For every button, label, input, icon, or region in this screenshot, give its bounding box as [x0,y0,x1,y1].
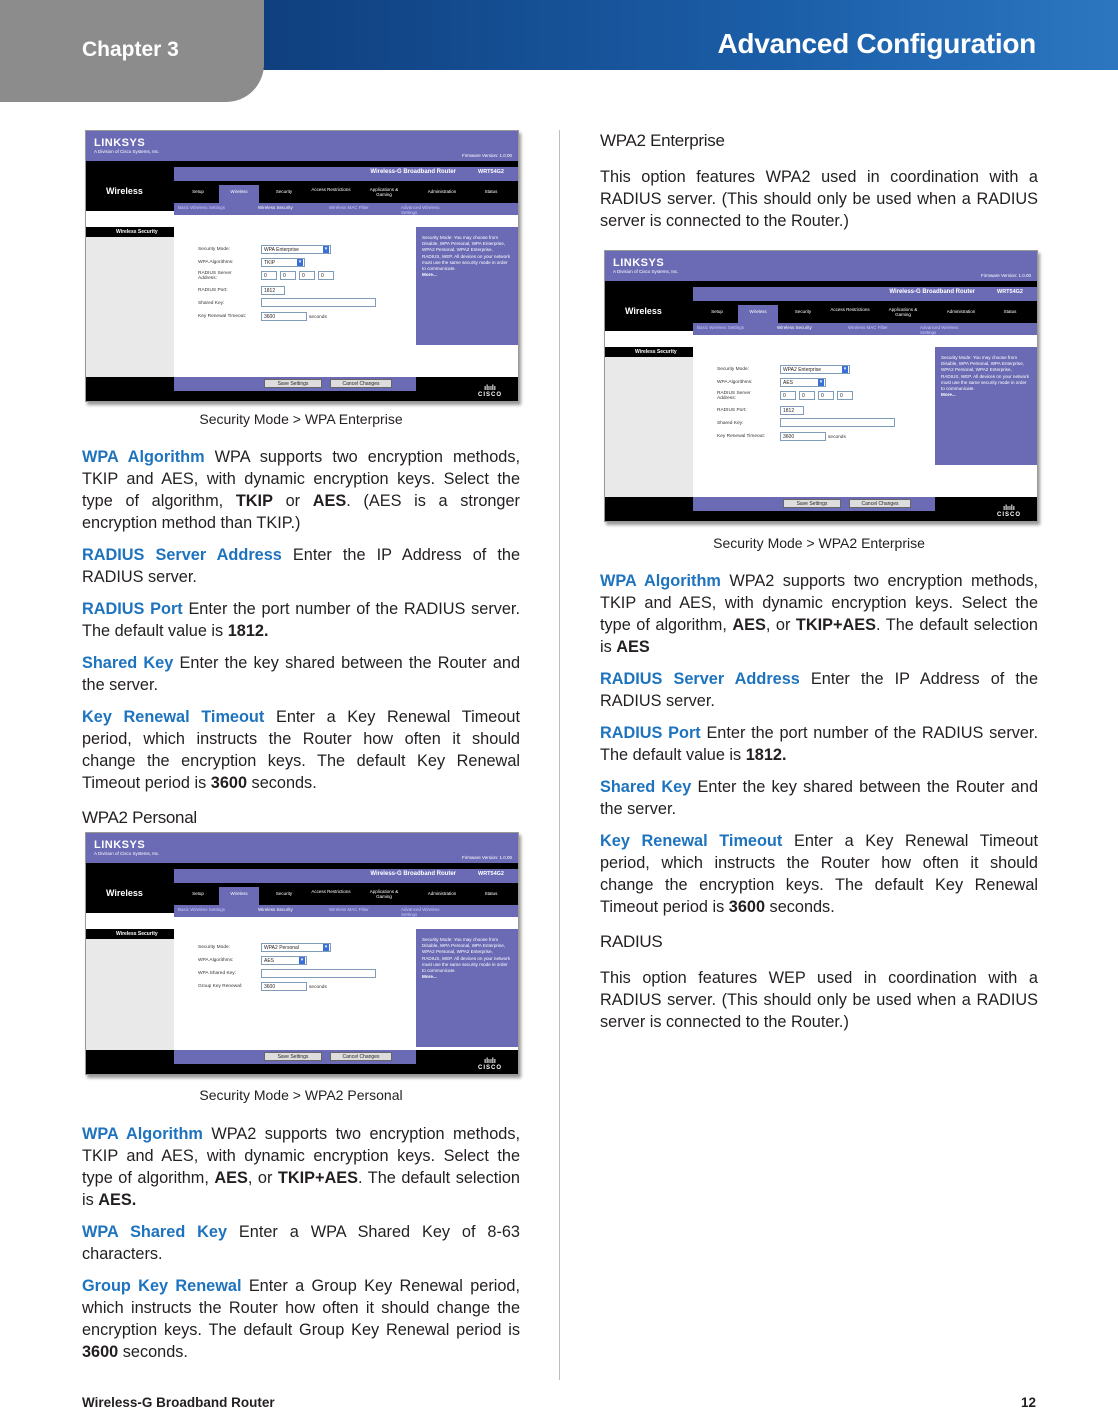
tab-access-restrictions[interactable]: Access Restrictions [311,187,351,192]
tab-administration[interactable]: Administration [946,309,976,314]
para-wpa2e-radius-port: RADIUS Port Enter the port number of the RADIUS server. The default value is 1812. [600,724,1038,764]
radius-ip-octet-1[interactable]: 0 [261,271,277,280]
para-wpa2e-algorithm: WPA Algorithm WPA2 supports two encryption methods, TKIP and AES, with dynamic encryption keys. Select the type of algorithm, AES, or TKIP+AES. The default selection is AES [600,572,1038,656]
tab-setup[interactable]: Setup [711,309,723,314]
key-renewal-input[interactable]: 3600 [261,312,307,321]
help-text: Security Mode: You may choose from Disable, WPA Personal, WPA Enterprise, WPA2 Personal, WPA2 Enterprise, RADIUS, WEP. All devices on your network must use the same security mode in order to communicate. [422,235,510,272]
page-number: 12 [1020,1395,1036,1410]
tab-security[interactable]: Security [275,891,293,896]
para-wpa2-algorithm: WPA Algorithm WPA2 supports two encryption methods, TKIP and AES, with dynamic encryption keys. Select the type of algorithm, AES, or TKIP+AES. The default selection is AES. [82,1125,520,1209]
subtab-advanced[interactable]: Advanced Wireless Settings [401,205,440,215]
para-radius-port: RADIUS Port Enter the port number of the RADIUS server. The default value is 1812. [82,600,520,640]
cancel-changes-button[interactable]: Cancel Changes [849,499,911,508]
para-radius-intro: This option features WEP used in coordination with a RADIUS server. (This should only be used when a RADIUS server is connected to the Router.) [600,969,1038,1031]
wireless-security-header: Wireless Security [86,227,174,237]
tab-applications-gaming[interactable]: Applications & Gaming [888,307,918,317]
product-bar [174,167,518,181]
heading-radius: RADIUS [600,932,663,951]
caption-wpa2-enterprise: Security Mode > WPA2 Enterprise [713,535,925,551]
screenshot-wpa2-personal: LINKSYS A Division of Cisco Systems, Inc. Firmware Version: 1.0.00 Wireless-G Broadband Router WRT54G2 Wireless Setup Wireless Security Access Restrictions Applications & Gaming Administration Status Basic Wireless Settings Wireless Security Wireless MAC Filter Advanced Wireless Settings Wireless Security Security Mode: You may choose from Disable, WPA Personal, WPA Enterprise, WPA2 Personal, WPA2 Enterprise, RADIUS, WEP. All devices on your network must use the same security mode in order to communicate. More... Security Mode: WPA Algorithms: WPA Shared Key: Group Key Renewal: WPA2 Personal ▾ AES ▾ 3600 seconds Save Settings Cancel Changes ılıılı CISCO [85,832,519,1075]
para-key-renewal: Key Renewal Timeout Enter a Key Renewal Timeout period, which instructs the Router how often it should change the encryption keys. The default Key Renewal Timeout period is 3600 seconds. [82,708,520,792]
subtab-security[interactable]: Wireless Security [258,205,293,210]
para-wpa-shared-key: WPA Shared Key Enter a WPA Shared Key of 8-63 characters. [82,1223,520,1263]
left-column-upper [82,446,520,794]
wpa-algorithm-select[interactable]: TKIP ▾ [261,258,305,267]
wpa-shared-key-input[interactable] [261,969,376,978]
wpa-algorithm-select[interactable]: AES ▾ [261,956,307,965]
model-number: WRT54G2 [478,169,504,175]
linksys-logo: LINKSYS [94,839,146,851]
label-radius-address: RADIUS Server Address: [717,391,751,401]
tab-setup[interactable]: Setup [192,891,204,896]
label-security-mode: Security Mode: [198,247,230,252]
cisco-logo: ılıılı CISCO [477,1058,502,1071]
cisco-logo: ılıılı CISCO [996,505,1021,518]
shared-key-input[interactable] [780,418,895,427]
shared-key-input[interactable] [261,298,376,307]
screenshot-wpa2-enterprise: LINKSYS A Division of Cisco Systems, Inc. Firmware Version: 1.0.00 Wireless-G Broadband Router WRT54G2 Wireless Setup Wireless Security Access Restrictions Applications & Gaming Administration Status Basic Wireless Settings Wireless Security Wireless MAC Filter Advanced Wireless Settings Wireless Security Security Mode: You may choose from Disable, WPA Personal, WPA Enterprise, WPA2 Personal, WPA2 Enterprise, RADIUS, WEP. All devices on your network must use the same security mode in order to communicate. More... Security Mode: WPA Algorithms: RADIUS Server Address: RADIUS Port: Shared Key: Key Renewal Timeout: WPA2 Enterprise ▾ AES ▾ 0 0 0 0 1812 3600 seconds Save Settings Cancel Changes ılıılı CISCO [604,250,1038,522]
label-wpa-algorithms: WPA Algorithms: [717,380,753,385]
subtab-mac-filter[interactable]: Wireless MAC Filter [329,205,369,210]
cisco-logo: ılıılı CISCO [477,385,502,398]
firmware-version: Firmware Version: 1.0.00 [461,153,512,158]
logo-subtitle: A Division of Cisco Systems, Inc. [94,149,160,154]
tab-setup[interactable]: Setup [192,189,204,194]
security-mode-select[interactable]: WPA2 Enterprise ▾ [780,365,850,374]
group-key-renewal-input[interactable]: 3600 [261,982,307,991]
para-radius-address: RADIUS Server Address Enter the IP Address of the RADIUS server. [82,546,520,586]
radius-port-input[interactable]: 1812 [261,286,285,295]
cancel-changes-button[interactable]: Cancel Changes [330,379,392,388]
tab-administration[interactable]: Administration [427,189,457,194]
tab-wireless[interactable]: Wireless [219,185,259,203]
radius-ip-octet-3[interactable]: 0 [818,391,834,400]
caption-wpa-enterprise: Security Mode > WPA Enterprise [199,411,403,427]
radius-port-input[interactable]: 1812 [780,406,804,415]
label-wpa-shared-key: WPA Shared Key: [198,971,237,976]
tab-applications-gaming[interactable]: Applications & Gaming [369,889,399,899]
tab-administration[interactable]: Administration [427,891,457,896]
left-column-lower [82,1123,520,1363]
radius-ip-octet-2[interactable]: 0 [280,271,296,280]
column-divider [559,130,560,1380]
tab-status[interactable]: Status [484,189,498,194]
cancel-changes-button[interactable]: Cancel Changes [330,1052,392,1061]
chapter-label: Chapter 3 [82,38,179,61]
radius-ip-octet-3[interactable]: 0 [299,271,315,280]
label-security-mode: Security Mode: [717,367,749,372]
help-more-link[interactable]: More... [941,392,956,398]
help-panel: Security Mode: You may choose from Disable, WPA Personal, WPA Enterprise, WPA2 Personal, WPA2 Enterprise, RADIUS, WEP. All devices on your network must use the same security mode in order to communicate. More... [935,347,1037,465]
security-mode-select[interactable]: WPA Enterprise ▾ [261,245,331,254]
tab-access-restrictions[interactable]: Access Restrictions [311,889,351,894]
subtab-basic[interactable]: Basic Wireless Settings [178,205,226,210]
caption-wpa2-personal: Security Mode > WPA2 Personal [199,1087,403,1103]
label-radius-port: RADIUS Port: [717,408,747,413]
para-wpa2e-shared-key: Shared Key Enter the key shared between the Router and the server. [600,778,1038,818]
save-settings-button[interactable]: Save Settings [783,499,841,508]
radius-ip-octet-2[interactable]: 0 [799,391,815,400]
heading-wpa2-personal: WPA2 Personal [82,808,197,827]
seconds-label: seconds [309,315,327,320]
label-key-renewal: Key Renewal Timeout: [198,314,246,319]
screenshot-wpa-enterprise [85,130,519,402]
para-group-key-renewal: Group Key Renewal Enter a Group Key Renewal period, which instructs the Router how often it should change the encryption keys. The default Group Key Renewal period is 3600 seconds. [82,1277,520,1361]
help-panel [416,227,518,345]
para-wpa-algorithm: WPA Algorithm WPA supports two encryption methods, TKIP and AES, with dynamic encryption keys. Select the type of algorithm, TKIP or AES. (AES is a stronger encryption method than TKIP.) [82,448,520,532]
radius-ip-octet-4[interactable]: 0 [837,391,853,400]
security-mode-select[interactable]: WPA2 Personal ▾ [261,943,331,952]
radius-ip-octet-4[interactable]: 0 [318,271,334,280]
label-group-key-renewal: Group Key Renewal: [198,984,243,989]
label-security-mode: Security Mode: [198,945,230,950]
tab-security[interactable]: Security [794,309,812,314]
para-shared-key: Shared Key Enter the key shared between the Router and the server. [82,654,520,694]
wpa-algorithm-select[interactable]: AES ▾ [780,378,826,387]
help-more-link[interactable]: More... [422,272,437,278]
help-panel: Security Mode: You may choose from Disable, WPA Personal, WPA Enterprise, WPA2 Personal, WPA2 Enterprise, RADIUS, WEP. All devices on your network must use the same security mode in order to communicate. More... [416,929,518,1047]
linksys-logo: LINKSYS [94,137,146,149]
save-settings-button[interactable]: Save Settings [264,379,322,388]
tab-wireless[interactable]: Wireless [738,305,778,323]
left-panel [86,227,174,401]
label-wpa-algorithms: WPA Algorithms: [198,958,234,963]
radius-ip-octet-1[interactable]: 0 [780,391,796,400]
page-header [0,0,1118,102]
label-radius-port: RADIUS Port: [198,288,228,293]
tab-status[interactable]: Status [1003,309,1017,314]
label-radius-address: RADIUS Server Address: [198,271,232,281]
save-settings-button[interactable]: Save Settings [264,1052,322,1061]
heading-wpa2-enterprise: WPA2 Enterprise [600,131,725,150]
right-column-body [600,570,1038,918]
product-name: Wireless-G Broadband Router [370,169,456,175]
tab-applications-gaming[interactable]: Applications & Gaming [369,187,399,197]
footer-product: Wireless-G Broadband Router [82,1395,275,1410]
para-wpa2e-radius-address: RADIUS Server Address Enter the IP Address of the RADIUS server. [600,670,1038,710]
chapter-title: Advanced Configuration [717,28,1036,59]
para-wpa2-enterprise-intro: This option features WPA2 used in coordination with a RADIUS server. (This should only be used when a RADIUS server is connected to the Router.) [600,168,1038,230]
label-shared-key: Shared Key: [198,301,225,306]
para-wpa2e-key-renewal: Key Renewal Timeout Enter a Key Renewal Timeout period, which instructs the Router how often it should change the encryption keys. The default Key Renewal Timeout period is 3600 seconds. [600,832,1038,916]
linksys-logo: LINKSYS [613,257,665,269]
tab-wireless[interactable]: Wireless [219,887,259,905]
help-more-link[interactable]: More... [422,974,437,980]
label-wpa-algorithms: WPA Algorithms: [198,260,234,265]
label-key-renewal: Key Renewal Timeout: [717,434,765,439]
tab-access-restrictions[interactable]: Access Restrictions [830,307,870,312]
tab-security[interactable]: Security [275,189,293,194]
tab-status[interactable]: Status [484,891,498,896]
key-renewal-input[interactable]: 3600 [780,432,826,441]
section-title: Wireless [106,186,143,196]
label-shared-key: Shared Key: [717,421,744,426]
